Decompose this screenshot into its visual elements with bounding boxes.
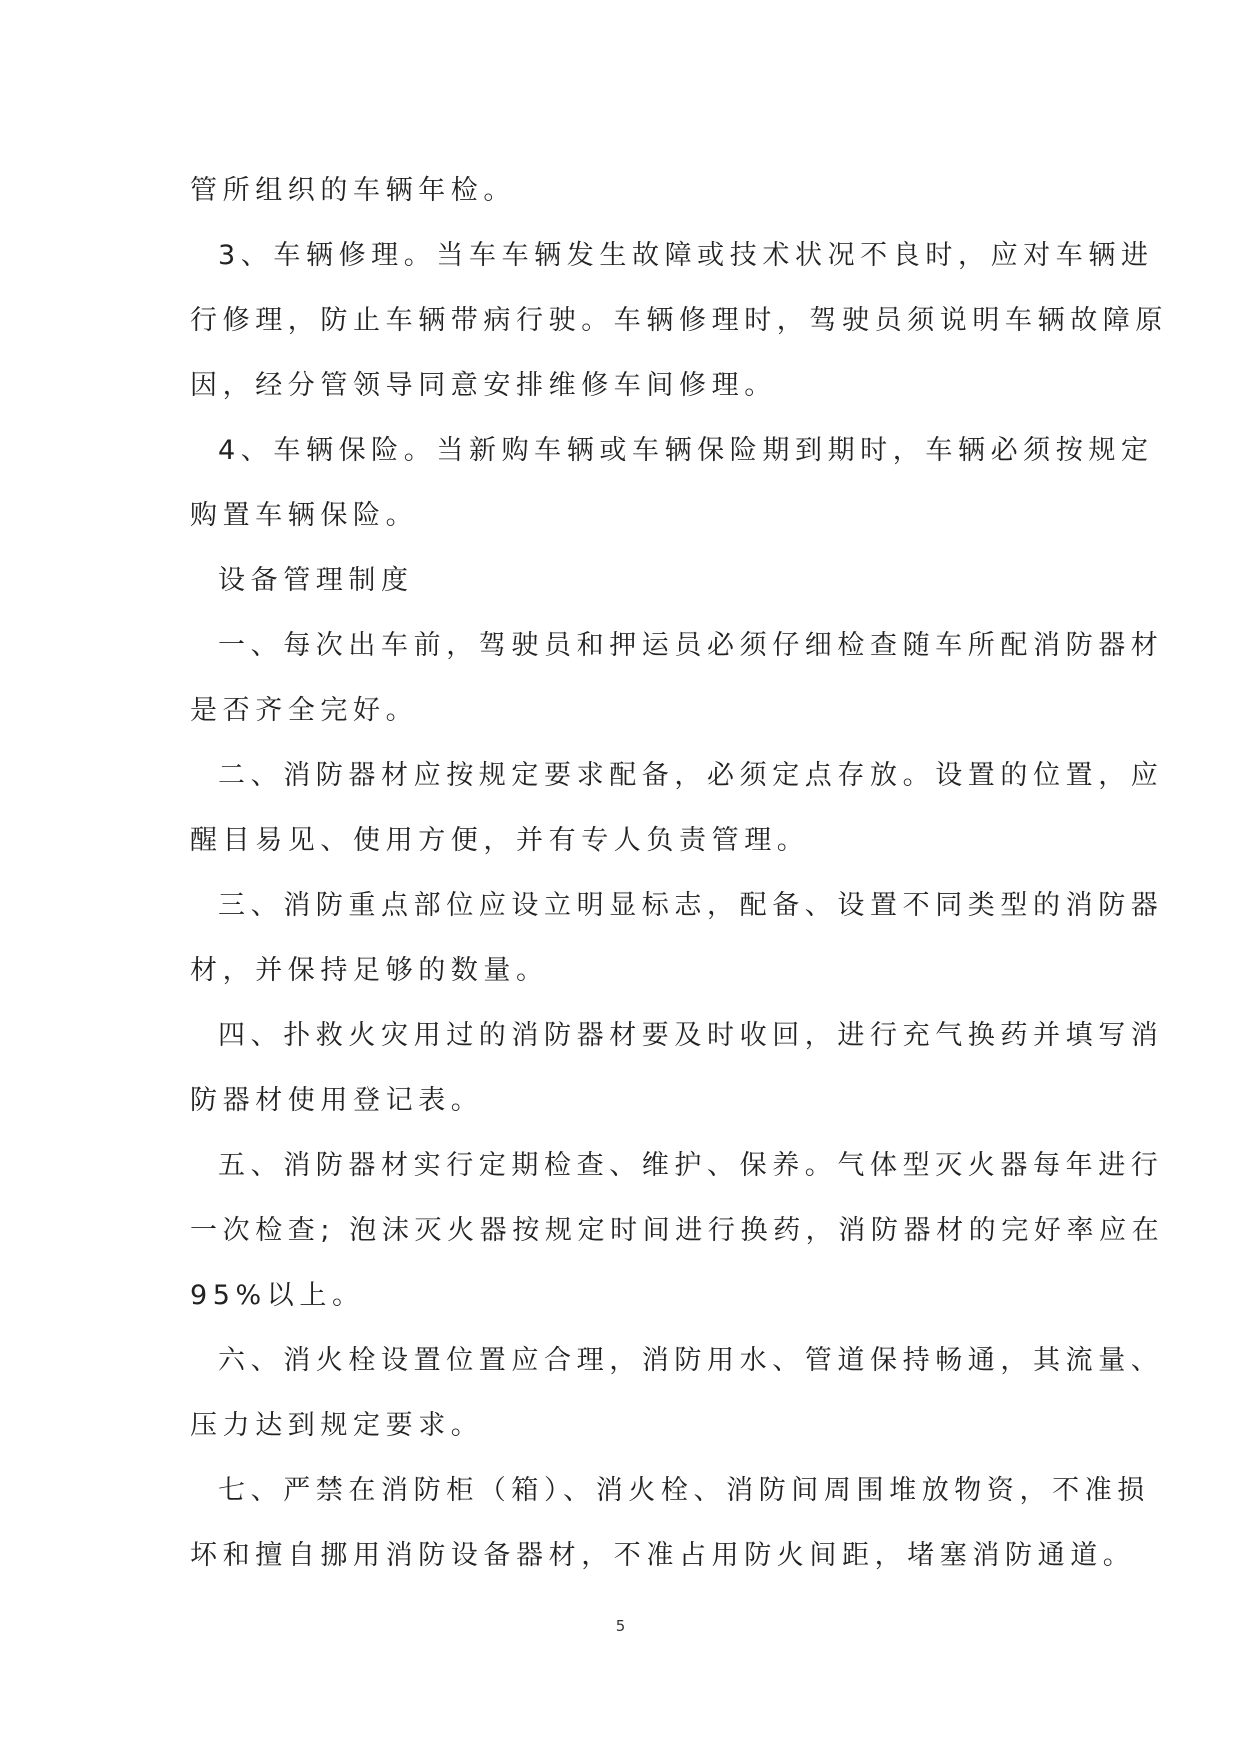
- text-line: 95%以上。: [190, 1280, 365, 1311]
- text-line: 是否齐全完好。: [190, 695, 419, 726]
- text-line: 购置车辆保险。: [190, 500, 419, 531]
- rule-item-2: 二、消防器材应按规定要求配备，必须定点存放。设置的位置，应: [218, 760, 1164, 791]
- rule-item-4: 四、扑救火灾用过的消防器材要及时收回，进行充气换药并填写消: [218, 1020, 1164, 1051]
- text-line: 材，并保持足够的数量。: [190, 955, 549, 986]
- rule-item-6: 六、消火栓设置位置应合理，消防用水、管道保持畅通，其流量、: [218, 1345, 1164, 1376]
- text-line: 管所组织的车辆年检。: [190, 175, 516, 206]
- text-line: 一次检查; 泡沫灭火器按规定时间进行换药，消防器材的完好率应在: [190, 1215, 1165, 1246]
- text-line: 因，经分管领导同意安排维修车间修理。: [190, 370, 777, 401]
- text-line: 行修理，防止车辆带病行驶。车辆修理时，驾驶员须说明车辆故障原: [190, 305, 1168, 336]
- rule-item-5: 五、消防器材实行定期检查、维护、保养。气体型灭火器每年进行: [218, 1150, 1164, 1181]
- text-line: 坏和擅自挪用消防设备器材，不准占用防火间距，堵塞消防通道。: [190, 1540, 1136, 1571]
- paragraph-vehicle-insurance: 4、车辆保险。当新购车辆或车辆保险期到期时，车辆必须按规定: [218, 435, 1154, 466]
- rule-item-1: 一、每次出车前，驾驶员和押运员必须仔细检查随车所配消防器材: [218, 630, 1164, 661]
- section-heading: 设备管理制度: [218, 565, 414, 596]
- rule-item-7: 七、严禁在消防柜（箱）、消火栓、消防间周围堆放物资，不准损: [218, 1475, 1150, 1506]
- body-text: [190, 158, 1168, 1588]
- rule-item-3: 三、消防重点部位应设立明显标志，配备、设置不同类型的消防器: [218, 890, 1164, 921]
- text-line: 醒目易见、使用方便，并有专人负责管理。: [190, 825, 810, 856]
- paragraph-vehicle-repair: 3、车辆修理。当车车辆发生故障或技术状况不良时，应对车辆进: [218, 240, 1154, 271]
- page-number: 5: [615, 1617, 626, 1635]
- text-line: 防器材使用登记表。: [190, 1085, 484, 1116]
- text-line: 压力达到规定要求。: [190, 1410, 484, 1441]
